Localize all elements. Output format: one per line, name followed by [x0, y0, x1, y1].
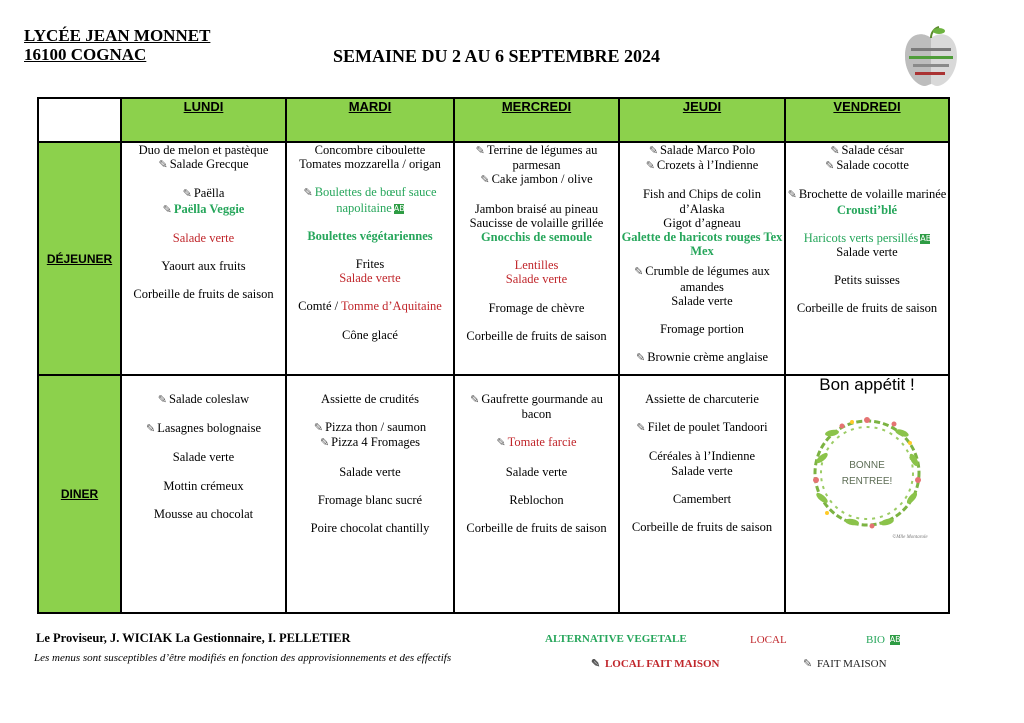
menu-item: Brochette de volaille marinée — [798, 187, 947, 202]
menu-item: Fromage blanc sucré — [317, 492, 423, 507]
chef-hat-icon: ✎ — [830, 145, 840, 157]
chef-hat-icon: ✎ — [787, 189, 797, 202]
chef-hat-icon: ✎ — [157, 394, 168, 406]
menu-item: Comté — [298, 299, 332, 314]
day-header-mercredi: MERCREDI — [454, 98, 619, 142]
chef-hat-icon: ✎ — [803, 658, 813, 670]
menu-item: Crozets à l’Indienne — [656, 158, 759, 173]
menu-item: Salade verte — [505, 464, 568, 479]
chef-hat-icon: ✎ — [313, 422, 324, 435]
chef-hat-icon: ✎ — [825, 160, 835, 173]
weekly-menu-table — [37, 97, 950, 614]
chef-hat-icon: ✎ — [496, 437, 506, 450]
legend-alternative-vegetale: ALTERNATIVE VEGETALE — [545, 633, 687, 645]
menu-item: Petits suisses — [834, 273, 900, 288]
chef-hat-icon: ✎ — [303, 187, 313, 200]
chef-hat-icon: ✎ — [648, 145, 659, 157]
day-header-vendredi: VENDREDI — [785, 98, 949, 142]
flower-wreath-illustration — [792, 398, 942, 548]
dejeuner-mercredi — [454, 142, 619, 375]
menu-item-local: Salade verte — [172, 230, 235, 245]
diner-vendredi — [785, 375, 949, 613]
menu-item: Assiette de crudités — [321, 392, 419, 406]
chef-hat-icon: ✎ — [635, 352, 646, 365]
wreath-text-line2: RENTREE! — [841, 476, 893, 488]
apple-word-cloud-logo — [903, 26, 959, 88]
menu-item: Duo de melon et pastèque — [138, 143, 269, 157]
menu-item: Terrine de légumes au parmesan — [486, 143, 598, 173]
diner-mercredi — [454, 375, 619, 613]
menu-item: Salade verte — [339, 464, 401, 479]
menu-item: Crumble de légumes aux amandes — [645, 264, 770, 294]
menu-item-vegetal: Paëlla Veggie — [173, 201, 245, 216]
chef-hat-icon: ✎ — [591, 658, 601, 670]
day-header-mardi: MARDI — [286, 98, 454, 142]
menu-item: Gaufrette gourmande au bacon — [481, 392, 603, 422]
menu-item: Salade verte — [172, 450, 235, 465]
menu-item: Concombre ciboulette — [314, 143, 426, 157]
dejeuner-mardi: Concombre ciboulette Tomates mozzarella / origan ✎ Boulettes de bœuf sauce napolitaine AB Boulettes végétariennes Frites Salade verte Comté / Tomme d’Aquitaine Cône glacé — [286, 142, 454, 375]
menu-item: Salade verte — [836, 245, 898, 260]
menu-item: Salade cocotte — [836, 158, 909, 173]
ab-bio-logo-icon: AB — [889, 635, 901, 645]
menu-item: Brownie crème anglaise — [647, 350, 768, 365]
menu-item: Assiette de charcuterie — [645, 392, 759, 406]
menu-item: Salade verte — [671, 463, 733, 478]
menu-item: Pizza 4 Fromages — [331, 435, 421, 450]
chef-hat-icon: ✎ — [182, 188, 192, 201]
menu-item-vegetal: Crousti’blé — [836, 202, 898, 217]
table-corner — [38, 98, 121, 142]
menu-item: Frites — [355, 257, 385, 272]
menu-item-local: Lentilles — [514, 258, 559, 273]
chef-hat-icon: ✎ — [145, 423, 156, 436]
legend-bio — [866, 634, 900, 646]
menu-item: Salade coleslaw — [169, 392, 250, 406]
menu-item: Corbeille de fruits de saison — [796, 301, 938, 316]
menu-item: Saucisse de volaille grillée — [469, 215, 604, 230]
menu-item: Camembert — [672, 491, 732, 506]
school-city: 16100 COGNAC — [24, 45, 147, 64]
chef-hat-icon: ✎ — [480, 174, 490, 187]
menu-item: Corbeille de fruits de saison — [133, 287, 274, 302]
menu-item: Yaourt aux fruits — [161, 259, 246, 274]
menu-item-vegetal: Galette de haricots rouges Tex Mex — [621, 230, 783, 259]
signatures: Le Proviseur, J. WICIAK La Gestionnaire, I. PELLETIER — [36, 631, 351, 645]
menu-item: Corbeille de fruits de saison — [466, 328, 607, 343]
chef-hat-icon: ✎ — [645, 160, 655, 173]
menu-item: Fish and Chips de colin d’Alaska — [642, 187, 762, 216]
menu-item: Cône glacé — [342, 327, 398, 342]
chef-hat-icon: ✎ — [475, 145, 485, 157]
school-header — [24, 26, 210, 64]
menu-item: Corbeille de fruits de saison — [631, 520, 773, 535]
wreath-text-line1: BONNE — [849, 460, 885, 472]
menu-item-local: Tomate farcie — [507, 435, 577, 450]
menu-item-bio: Haricots verts persillés — [803, 230, 919, 245]
menu-item: Salade césar — [841, 143, 904, 157]
menu-item-vegetal: Gnocchis de semoule — [480, 230, 593, 245]
diner-jeudi — [619, 375, 785, 613]
menu-item: Paëlla — [193, 186, 225, 201]
menu-item-local: Salade verte — [339, 271, 401, 286]
row-label-dejeuner: DÉJEUNER — [38, 142, 121, 375]
school-name: LYCÉE JEAN MONNET — [24, 26, 211, 45]
dejeuner-vendredi — [785, 142, 949, 375]
legend-fait-maison — [803, 657, 887, 670]
chef-hat-icon: ✎ — [636, 422, 646, 435]
row-label-diner: DINER — [38, 375, 121, 613]
diner-mardi — [286, 375, 454, 613]
menu-item: Cake jambon / olive — [491, 172, 593, 187]
legend-local: LOCAL — [750, 634, 787, 646]
menu-item: Reblochon — [509, 492, 564, 507]
bon-appetit-text: Bon appétit ! — [819, 375, 915, 394]
menu-item: Fromage de chèvre — [488, 300, 585, 315]
menu-item: Salade Marco Polo — [660, 143, 756, 157]
menu-item: Salade Grecque — [169, 157, 249, 172]
day-header-jeudi: JEUDI — [619, 98, 785, 142]
disclaimer-note: Les menus sont susceptibles d’être modifiés en fonction des approvisionnements et des effectifs — [34, 652, 452, 664]
legend-local-fait-maison — [591, 657, 719, 670]
menu-item: Lasagnes bolognaise — [157, 421, 261, 436]
chef-hat-icon: ✎ — [319, 437, 330, 450]
menu-item: Tomates mozzarella / origan — [299, 157, 441, 172]
wreath-signature: ©Mlle Montarole — [892, 535, 928, 541]
menu-item: Salade verte — [671, 293, 733, 308]
menu-item: Jambon braisé au pineau — [474, 201, 599, 216]
menu-item: Corbeille de fruits de saison — [466, 521, 607, 536]
menu-item: Céréales à l’Indienne — [648, 449, 756, 464]
chef-hat-icon: ✎ — [470, 394, 480, 406]
dejeuner-lundi — [121, 142, 286, 375]
menu-item-bio: Boulettes de bœuf sauce napolitaine — [314, 185, 437, 215]
legend-local-fait-maison-label: LOCAL FAIT MAISON — [604, 658, 720, 670]
menu-item: Gigot d’agneau — [663, 215, 741, 230]
menu-item: Filet de poulet Tandoori — [647, 420, 768, 435]
menu-item-local: Tomme d’Aquitaine — [341, 299, 442, 314]
week-title: SEMAINE DU 2 AU 6 SEPTEMBRE 2024 — [333, 46, 661, 66]
menu-item: Poire chocolat chantilly — [310, 521, 430, 536]
menu-item-vegetal: Boulettes végétariennes — [307, 228, 433, 243]
menu-item: Mousse au chocolat — [153, 506, 254, 521]
diner-lundi — [121, 375, 286, 613]
legend-bio-label: BIO — [866, 634, 885, 646]
menu-item: Pizza thon / saumon — [325, 420, 427, 435]
dejeuner-jeudi — [619, 142, 785, 375]
day-header-lundi: LUNDI — [121, 98, 286, 142]
chef-hat-icon: ✎ — [634, 266, 644, 279]
menu-item: Fromage portion — [660, 322, 744, 337]
ab-bio-logo-icon: AB — [920, 233, 932, 243]
ab-bio-logo-icon: AB — [393, 203, 405, 213]
menu-item: Mottin crémeux — [163, 478, 244, 493]
menu-item-local: Salade verte — [505, 272, 568, 287]
chef-hat-icon: ✎ — [158, 159, 168, 172]
legend-fait-maison-label: FAIT MAISON — [816, 658, 887, 670]
chef-hat-icon: ✎ — [162, 203, 172, 216]
